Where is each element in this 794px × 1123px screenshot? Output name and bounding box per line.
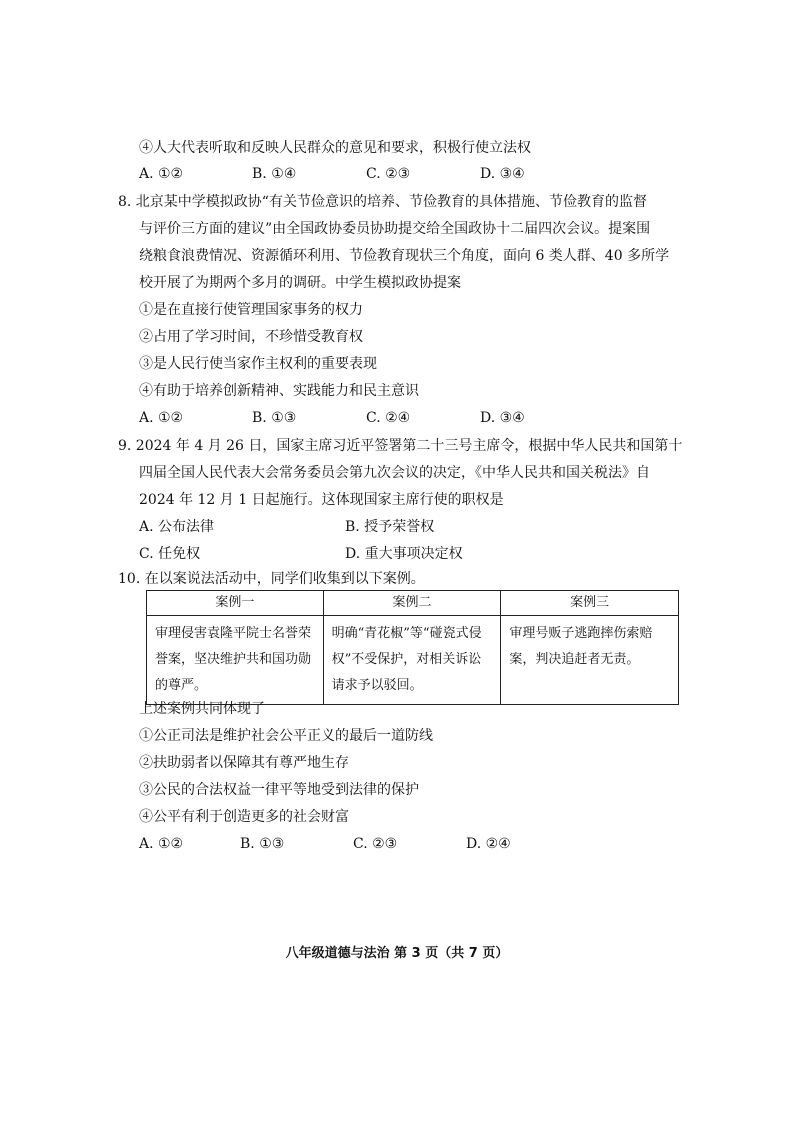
q10-followup: 上述案例共同体现了 bbox=[139, 701, 265, 717]
q7-option-b: B. ①④ bbox=[252, 166, 297, 182]
q7-option-d: D. ③④ bbox=[480, 166, 525, 182]
q10-statement-2: ②扶助弱者以保障其有尊严地生存 bbox=[139, 755, 349, 771]
q10-statement-1: ①公正司法是维护社会公平正义的最后一道防线 bbox=[139, 728, 433, 744]
q8-statement-4: ④有助于培养创新精神、实践能力和民主意识 bbox=[139, 383, 419, 399]
q8-statement-1: ①是在直接行使管理国家事务的权力 bbox=[139, 302, 363, 318]
q8-statement-2: ②占用了学习时间，不珍惜受教育权 bbox=[139, 329, 363, 345]
q8-option-c: C. ②④ bbox=[366, 410, 411, 426]
q8-statement-3: ③是人民行使当家作主权利的重要表现 bbox=[139, 356, 377, 372]
case-table-cell: 明确“青花椒”等“碰瓷式侵权”不受保护，对相关诉讼请求予以驳回。 bbox=[323, 616, 501, 705]
q10-stem: 10. 在以案说法活动中，同学们收集到以下案例。 bbox=[118, 571, 425, 587]
q10-option-a: A. ①② bbox=[139, 836, 184, 852]
q8-option-d: D. ③④ bbox=[480, 410, 525, 426]
q8-stem-line-1: 8. 北京某中学模拟政协“有关节俭意识的培养、节俭教育的具体措施、节俭教育的监督 bbox=[118, 194, 647, 210]
q9-option-c: C. 任免权 bbox=[139, 546, 201, 562]
q10-option-c: C. ②③ bbox=[353, 836, 398, 852]
q10-statement-4: ④公平有利于创造更多的社会财富 bbox=[139, 809, 349, 825]
q9-stem-line-3: 2024 年 12 月 1 日起施行。这体现国家主席行使的职权是 bbox=[139, 492, 504, 508]
page-footer: 八年级道德与法治 第 3 页（共 7 页） bbox=[285, 946, 509, 961]
case-table-cell: 审理侵害袁隆平院士名誉荣誉案，坚决维护共和国功勋的尊严。 bbox=[147, 616, 324, 705]
case-table-cell: 审理号贩子逃跑摔伤索赔案，判决追赶者无责。 bbox=[501, 616, 679, 705]
q9-option-d: D. 重大事项决定权 bbox=[345, 546, 463, 562]
q9-stem-line-1: 9. 2024 年 4 月 26 日，国家主席习近平签署第二十三号主席令，根据中华人民共和国第十 bbox=[118, 438, 683, 454]
q10-option-b: B. ①③ bbox=[240, 836, 285, 852]
q9-option-b: B. 授予荣誉权 bbox=[345, 519, 435, 535]
q8-stem-line-4: 校开展了为期两个多月的调研。中学生模拟政协提案 bbox=[139, 275, 461, 291]
case-table-header: 案例三 bbox=[501, 591, 679, 616]
q7-option-c: C. ②③ bbox=[366, 166, 411, 182]
q7-statement-4: ④人大代表听取和反映人民群众的意见和要求，积极行使立法权 bbox=[139, 140, 531, 156]
q8-stem-line-2: 与评价三方面的建议”由全国政协委员协助提交给全国政协十二届四次会议。提案围 bbox=[139, 221, 651, 237]
q8-option-b: B. ①③ bbox=[252, 410, 297, 426]
case-table-header-row bbox=[147, 591, 679, 616]
q10-option-d: D. ②④ bbox=[466, 836, 511, 852]
q9-stem-line-2: 四届全国人民代表大会常务委员会第九次会议的决定，《中华人民共和国关税法》自 bbox=[139, 465, 650, 481]
case-table bbox=[146, 590, 679, 705]
q9-option-a: A. 公布法律 bbox=[139, 519, 215, 535]
q7-option-a: A. ①② bbox=[139, 166, 184, 182]
q10-statement-3: ③公民的合法权益一律平等地受到法律的保护 bbox=[139, 782, 419, 798]
case-table-row bbox=[147, 616, 679, 705]
q8-stem-line-3: 绕粮食浪费情况、资源循环利用、节俭教育现状三个角度，面向 6 类人群、40 多所学 bbox=[139, 248, 670, 264]
case-table-header: 案例二 bbox=[323, 591, 501, 616]
case-table-header: 案例一 bbox=[147, 591, 324, 616]
q8-option-a: A. ①② bbox=[139, 410, 184, 426]
